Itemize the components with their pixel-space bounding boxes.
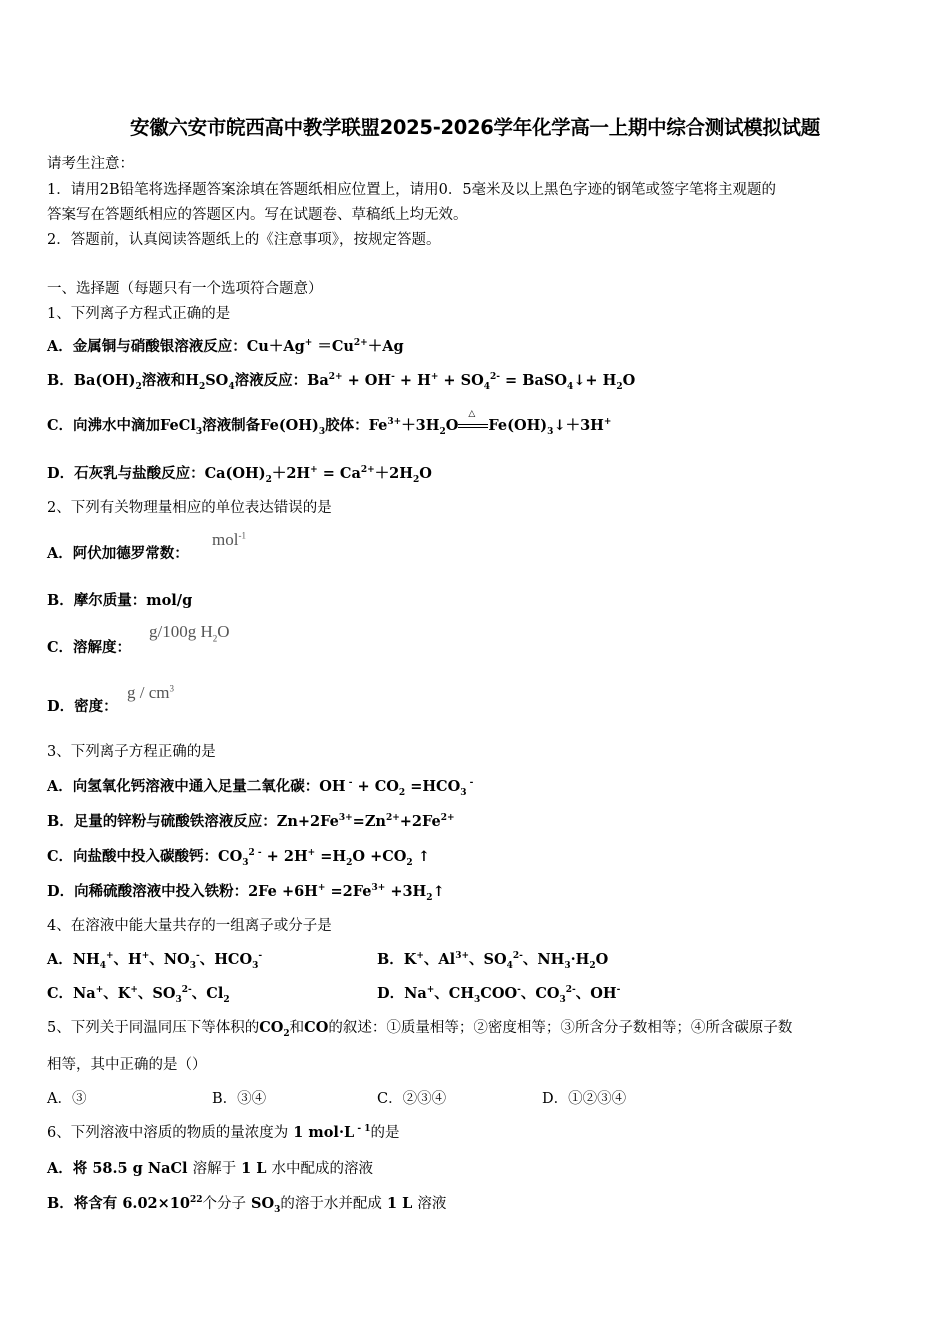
q5-option-a: A．③ (47, 1091, 87, 1107)
section-heading: 一、选择题（每题只有一个选项符合题意） (47, 281, 323, 297)
q2-option-a-unit: mol$^{-1}$ (212, 530, 246, 549)
q3-option-d: D．向稀硫酸溶液中投入铁粉：$2Fe +6H^+ =2Fe^{3+}$ $+3H_2↑$ (47, 883, 445, 903)
q5-option-b: B．③④ (212, 1091, 267, 1107)
q6-option-a: A．将 58.5 g NaCl 溶解于 1 L 水中配成的溶液 (47, 1160, 374, 1177)
q2-option-a: A．阿伏加德罗常数： (47, 545, 189, 562)
q5-stem-line2: 相等，其中正确的是（） (47, 1057, 207, 1073)
q2-option-d: D．密度： (47, 698, 118, 715)
q1-stem: 1、下列离子方程式正确的是 (47, 306, 231, 322)
q6-option-b: B．将含有 $6.02\times 10^{22}$个分子 $SO_3$的溶于水并配成 1 L 溶液 (47, 1195, 447, 1215)
q4-option-b: B．K+、$Al^{3+}$、$SO_4^{2-}$、$NH_3\cdot H_2O$ (377, 951, 609, 971)
q3-stem: 3、下列离子方程正确的是 (47, 744, 216, 760)
q2-stem: 2、下列有关物理量相应的单位表达错误的是 (47, 500, 332, 516)
q6-stem: 6、下列溶液中溶质的物质的量浓度为 1 mol·L $^{- 1}$的是 (47, 1124, 400, 1141)
notes-heading: 请考生注意： (47, 156, 134, 172)
q1-option-d: D．石灰乳与盐酸反应：$Ca(OH)_2+2H^+ = Ca^{2+}+2H_2O$ (47, 465, 432, 485)
q2-option-b: B．摩尔质量：mol/g (47, 592, 193, 609)
q2-option-c-unit: g/100g $H_2O$ (149, 622, 230, 644)
page-title: 安徽六安市皖西高中教学联盟2025-2026学年化学高一上期中综合测试模拟试题 (130, 116, 820, 139)
q2-option-d-unit: g / $cm^3$ (127, 683, 174, 702)
q1-option-b: B．$Ba(OH)_2$溶液和$H_2SO_4$溶液反应：$Ba^{2+} + OH^- + H^+ + SO_4^{2-}$ = BaSO$_4$↓+ $H_2O$ (47, 372, 636, 392)
heat-equals-sign: △ (458, 419, 488, 433)
q3-option-c: C．向盐酸中投入碳酸钙：$CO_3^{2 -} + 2H^+ =H_2O +CO_2$ ↑ (47, 848, 430, 868)
q1-option-c: C．向沸水中滴加FeCl$_3$溶液制备$Fe(OH)_3$胶体：$Fe^{3+}+3H_2O$ △ $Fe(OH)_3↓+3H^+$ (47, 409, 612, 437)
q5-option-c: C．②③④ (377, 1091, 447, 1107)
q5-stem-line1: 5、下列关于同温同压下等体积的$CO_2$和CO的叙述：①质量相等；②密度相等；③所含分子数相等；④所含碳原子数 (47, 1019, 793, 1039)
q5-option-d: D．①②③④ (542, 1091, 627, 1107)
q2-option-c: C．溶解度： (47, 639, 132, 656)
q3-option-b: B．足量的锌粉与硫酸铁溶液反应：$Zn+2Fe^{3+}=Zn^{2+}+2Fe^{2+}$ (47, 813, 455, 830)
q4-option-d: D．Na+、$CH_3COO^-$、$CO_3^{2-}$、OH- (377, 985, 621, 1005)
q4-stem: 4、在溶液中能大量共存的一组离子或分子是 (47, 918, 332, 934)
q4-option-a: A．$NH_4^+$、H+、$NO_3^-$、$HCO_3^-$ (47, 951, 263, 971)
notes-line1b: 答案写在答题纸相应的答题区内。写在试题卷、草稿纸上均无效。 (47, 207, 468, 223)
notes-line2: 2．答题前，认真阅读答题纸上的《注意事项》，按规定答题。 (47, 232, 441, 248)
q4-option-c: C．Na+、K+、$SO_3^{2-}$、$Cl_2$ (47, 985, 230, 1005)
notes-line1: 1．请用2B铅笔将选择题答案涂填在答题纸相应位置上，请用0．5毫米及以上黑色字迹的钢笔或签字笔将主观题的 (47, 182, 777, 198)
q1-option-a: A．金属铜与硝酸银溶液反应：$Cu+Ag^+ =Cu^{2+}+Ag$ (47, 338, 404, 355)
q3-option-a: A．向氢氧化钙溶液中通入足量二氧化碳：OH $^- + CO_2 =HCO_3$ - (47, 778, 474, 798)
